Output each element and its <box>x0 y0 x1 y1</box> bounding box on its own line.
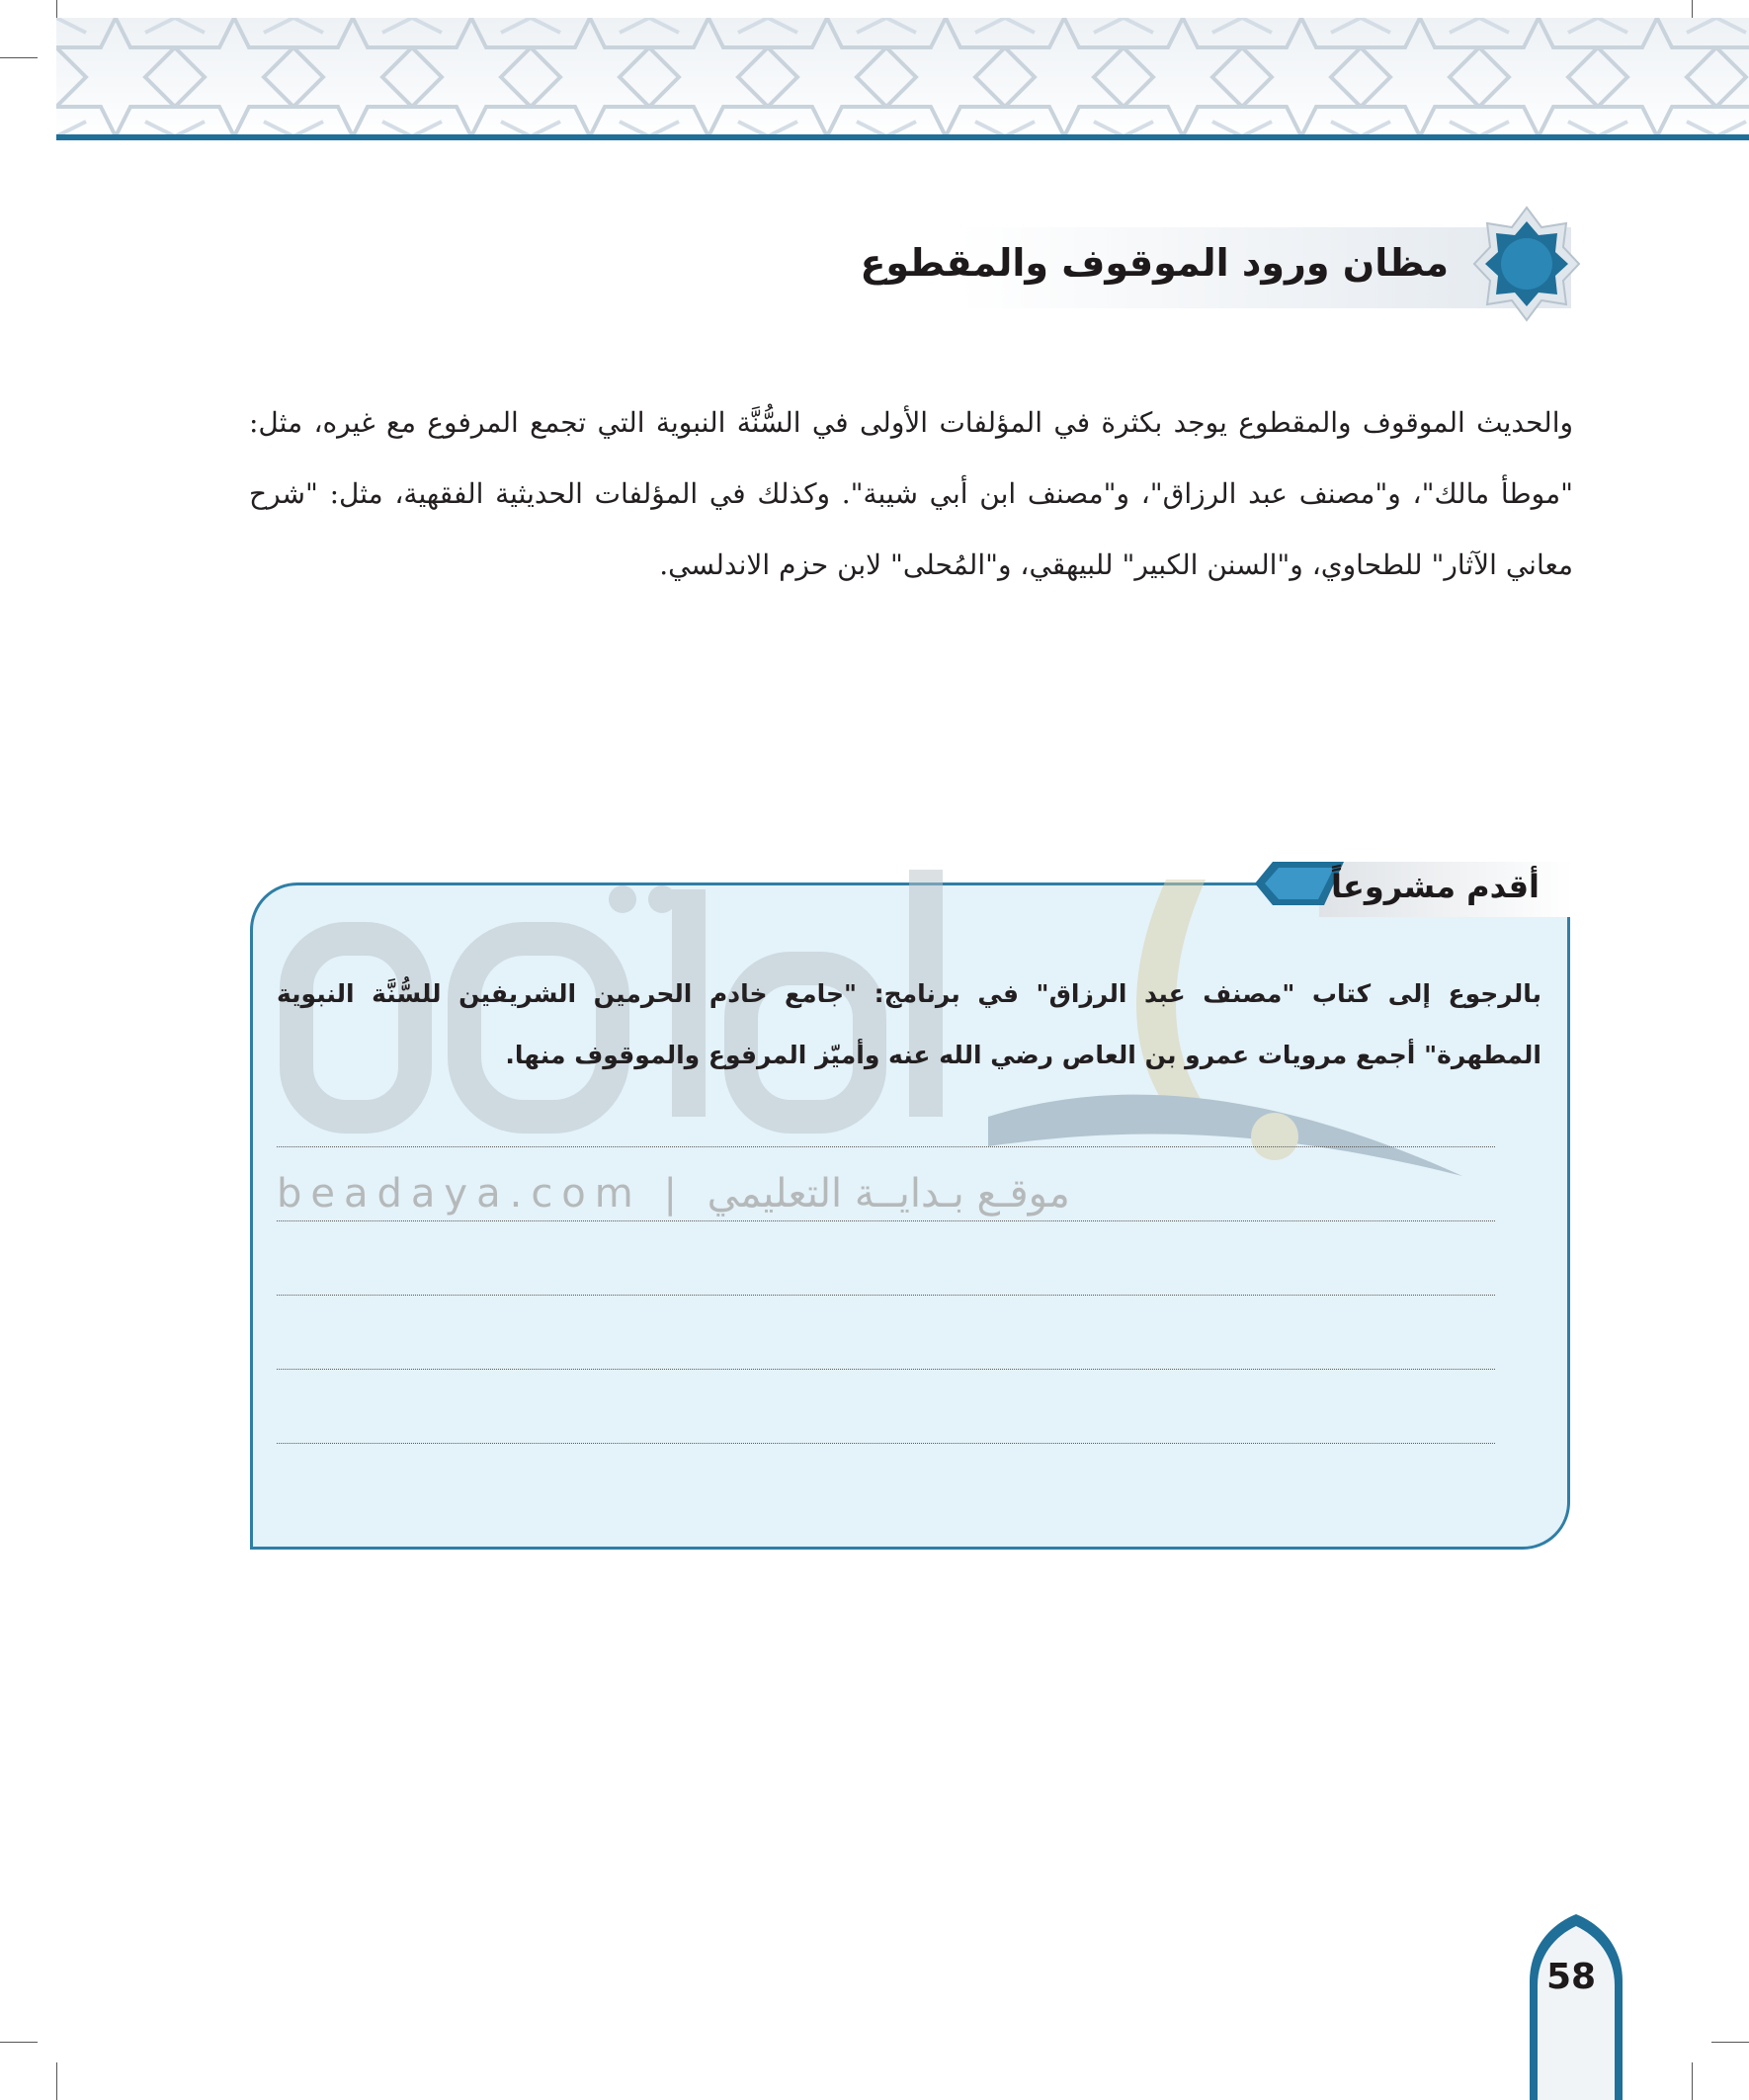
answer-line[interactable] <box>277 1220 1495 1221</box>
crop-mark <box>0 2042 38 2043</box>
crop-mark <box>1692 2062 1693 2100</box>
answer-line[interactable] <box>277 1295 1495 1296</box>
crop-mark <box>0 57 38 58</box>
answer-line[interactable] <box>277 1146 1495 1147</box>
watermark-site: beadaya.com <box>277 1171 642 1217</box>
project-instruction: بالرجوع إلى كتاب "مصنف عبد الرزاق" في برنامج: "جامع خادم الحرمين الشريفين للسُّنَّة النبوية المطهرة" أجمع مرويات عمرو بن العاص رضي الله عنه وأميّز المرفوع والموقوف منها. <box>277 979 1541 1069</box>
crop-mark <box>56 2062 57 2100</box>
page-number: 58 <box>1545 1957 1597 1997</box>
header-band <box>56 18 1749 138</box>
watermark-separator: | <box>663 1171 686 1217</box>
crop-mark <box>1711 2042 1749 2043</box>
header-divider <box>56 134 1749 140</box>
body-paragraph: والحديث الموقوف والمقطوع يوجد بكثرة في المؤلفات الأولى في السُّنَّة النبوية التي تجمع المرفوع مع غيره، مثل: "موطأ مالك"، و"مصنف عبد الرزاق"، و"مصنف ابن أبي شيبة". وكذلك في المؤلفات الحديثية الفقهية، مثل: "شرح معاني الآثار" للطحاوي، و"السنن الكبير" للبيهقي، و"المُحلى" لابن حزم الاندلسي. <box>249 406 1573 581</box>
star-badge-icon <box>1472 206 1581 322</box>
page-number-tab <box>1522 1912 1630 2100</box>
section-title: مظان ورود الموقوف والمقطوع <box>860 241 1449 285</box>
answer-line[interactable] <box>277 1443 1495 1444</box>
answer-line[interactable] <box>277 1369 1495 1370</box>
project-label: أقدم مشروعاً <box>1330 868 1540 905</box>
header-pattern <box>56 18 1749 138</box>
watermark-text <box>277 1171 1070 1217</box>
watermark-arabic: موقـع بـدايــة التعليمي <box>707 1171 1070 1217</box>
